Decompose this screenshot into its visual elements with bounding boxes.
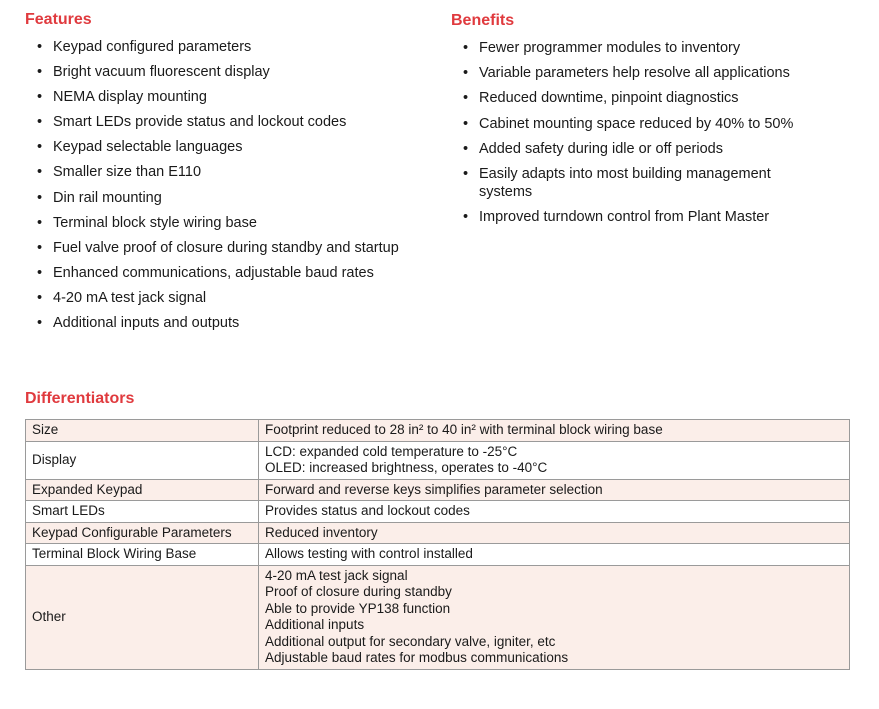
row-description — [259, 479, 850, 501]
feature-text: NEMA display mounting — [53, 89, 207, 106]
bullet-icon: • — [37, 89, 43, 106]
list-item — [25, 63, 445, 88]
row-description — [259, 565, 850, 669]
list-item — [25, 214, 445, 239]
list-item — [25, 138, 445, 163]
description-line: Proof of closure during standby — [265, 584, 452, 599]
list-item — [25, 113, 445, 138]
table-row — [26, 420, 850, 442]
list-item — [451, 140, 851, 165]
bullet-icon: • — [463, 65, 469, 82]
list-item — [451, 64, 851, 89]
description-line: Additional output for secondary valve, igniter, etc — [265, 633, 556, 649]
row-label: Other — [26, 565, 259, 669]
description-line: Forward and reverse keys simplifies parameter selection — [265, 481, 603, 497]
feature-text: Additional inputs and outputs — [53, 315, 240, 332]
feature-text: Keypad configured parameters — [53, 39, 252, 55]
row-label: Display — [26, 441, 259, 479]
feature-text: Smart LEDs provide status and lockout codes — [53, 114, 347, 131]
bullet-icon: • — [37, 239, 43, 256]
description-line: 4-20 mA test jack signal — [265, 567, 408, 583]
description-line: Reduced inventory — [265, 524, 378, 540]
feature-text: Enhanced communications, adjustable baud rates — [53, 264, 374, 281]
bullet-icon: • — [463, 40, 469, 56]
feature-text: 4-20 mA test jack signal — [53, 289, 207, 306]
description-line: Allows testing with control installed — [265, 546, 473, 561]
bullet-icon: • — [37, 64, 43, 81]
description-line: Provides status and lockout codes — [265, 503, 470, 518]
differentiators-table — [25, 419, 850, 670]
bullet-icon: • — [37, 39, 43, 55]
features-heading: Features — [25, 11, 92, 28]
benefits-heading: Benefits — [451, 12, 515, 29]
description-line: Additional inputs — [265, 617, 365, 632]
bullet-icon: • — [37, 139, 43, 156]
bullet-icon: • — [463, 140, 469, 157]
list-item — [451, 208, 851, 233]
list-item — [25, 314, 445, 339]
list-item — [25, 289, 445, 314]
row-description — [259, 420, 850, 442]
list-item — [25, 239, 445, 264]
benefit-text: Variable parameters help resolve all applications — [479, 65, 790, 82]
list-item — [451, 115, 851, 140]
differentiators-heading: Differentiators — [25, 390, 135, 407]
table-row — [26, 479, 850, 501]
benefit-text: Reduced downtime, pinpoint diagnostics — [479, 90, 739, 107]
row-label: Keypad Configurable Parameters — [26, 522, 259, 544]
list-item — [25, 264, 445, 289]
bullet-icon: • — [463, 208, 469, 225]
features-list — [25, 38, 445, 339]
description-line: LCD: expanded cold temperature to -25°C — [265, 443, 518, 459]
description-line: Able to provide YP138 function — [265, 600, 451, 616]
feature-text: Bright vacuum fluorescent display — [53, 64, 270, 81]
table-row — [26, 565, 850, 669]
bullet-icon: • — [37, 264, 43, 281]
row-label: Expanded Keypad — [26, 479, 259, 501]
row-description — [259, 501, 850, 523]
list-item — [451, 165, 819, 208]
benefit-text: Added safety during idle or off periods — [479, 140, 723, 157]
bullet-icon: • — [37, 214, 43, 231]
list-item — [451, 89, 851, 114]
benefit-text: Cabinet mounting space reduced by 40% to 50% — [479, 115, 794, 132]
table-row — [26, 522, 850, 544]
feature-text: Keypad selectable languages — [53, 139, 243, 156]
row-description — [259, 544, 850, 566]
bullet-icon: • — [37, 114, 43, 131]
bullet-icon: • — [37, 189, 43, 206]
feature-text: Fuel valve proof of closure during standby and startup — [53, 239, 399, 256]
table-row — [26, 441, 850, 479]
bullet-icon: • — [37, 164, 43, 181]
row-description — [259, 441, 850, 479]
description-line: OLED: increased brightness, operates to -40°C — [265, 460, 548, 475]
list-item — [25, 88, 445, 113]
row-description — [259, 522, 850, 544]
row-label: Smart LEDs — [26, 501, 259, 523]
bullet-icon: • — [463, 165, 469, 182]
description-line: Adjustable baud rates for modbus communications — [265, 650, 569, 665]
bullet-icon: • — [463, 90, 469, 107]
list-item — [25, 38, 445, 63]
list-item — [25, 163, 445, 188]
table-row — [26, 501, 850, 523]
bullet-icon: • — [37, 289, 43, 306]
benefit-text: Fewer programmer modules to inventory — [479, 40, 741, 56]
benefit-text: Easily adapts into most building management systems — [479, 165, 771, 200]
row-label: Size — [26, 420, 259, 442]
benefits-list — [451, 39, 851, 233]
differentiators-table-body — [26, 420, 850, 670]
bullet-icon: • — [37, 315, 43, 332]
list-item — [451, 39, 851, 64]
feature-text: Smaller size than E110 — [53, 164, 202, 181]
feature-text: Din rail mounting — [53, 189, 162, 206]
row-label: Terminal Block Wiring Base — [26, 544, 259, 566]
feature-text: Terminal block style wiring base — [53, 214, 257, 231]
benefit-text: Improved turndown control from Plant Master — [479, 208, 770, 225]
table-row — [26, 544, 850, 566]
description-line: Footprint reduced to 28 in² to 40 in² with terminal block wiring base — [265, 422, 663, 437]
list-item — [25, 189, 445, 214]
bullet-icon: • — [463, 115, 469, 132]
